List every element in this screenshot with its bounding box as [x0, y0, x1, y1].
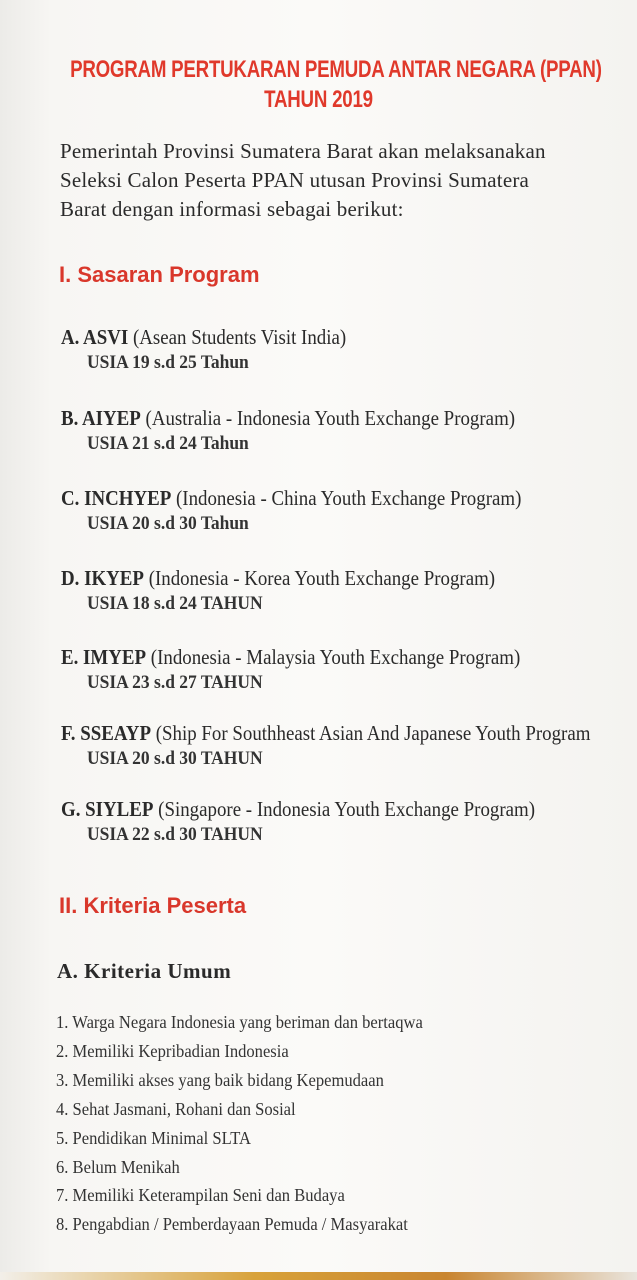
program-item [61, 406, 515, 431]
program-age: USIA 20 s.d 30 Tahun [87, 513, 249, 534]
program-description: (Australia - Indonesia Youth Exchange Program) [140, 406, 516, 430]
program-code: C. INCHYEP [61, 486, 172, 510]
intro-line: Seleksi Calon Peserta PPAN utusan Provinsi Sumatera [60, 168, 530, 192]
program-description: (Ship For Southheast Asian And Japanese Youth Program [151, 721, 591, 745]
program-description: (Indonesia - China Youth Exchange Program) [171, 486, 522, 510]
program-description: (Asean Students Visit India) [128, 325, 347, 349]
program-item [61, 486, 521, 511]
subsection-heading: A. Kriteria Umum [57, 959, 232, 983]
criteria-item: 6. Belum Menikah [56, 1156, 180, 1177]
document-title: PROGRAM PERTUKARAN PEMUDA ANTAR NEGARA (PPAN) [70, 56, 602, 83]
program-age: USIA 22 s.d 30 TAHUN [87, 824, 263, 845]
background-edge [0, 1272, 637, 1280]
program-code: D. IKYEP [61, 566, 144, 590]
program-age: USIA 20 s.d 30 TAHUN [87, 748, 263, 769]
program-item [61, 721, 590, 746]
criteria-item: 5. Pendidikan Minimal SLTA [56, 1127, 251, 1148]
program-code: A. ASVI [61, 325, 129, 349]
program-age: USIA 23 s.d 27 TAHUN [87, 672, 263, 693]
criteria-item: 4. Sehat Jasmani, Rohani dan Sosial [56, 1098, 296, 1119]
document-year: TAHUN 2019 [264, 86, 373, 113]
program-item [61, 797, 535, 822]
section-heading-sasaran: I. Sasaran Program [59, 262, 260, 287]
program-item [61, 645, 520, 670]
criteria-item: 2. Memiliki Kepribadian Indonesia [56, 1040, 289, 1061]
criteria-item: 3. Memiliki akses yang baik bidang Kepemudaan [56, 1069, 384, 1090]
program-age: USIA 21 s.d 24 Tahun [87, 433, 249, 454]
program-description: (Indonesia - Korea Youth Exchange Program) [143, 566, 496, 590]
intro-line: Barat dengan informasi sebagai berikut: [60, 197, 404, 221]
program-age: USIA 18 s.d 24 TAHUN [87, 593, 263, 614]
program-item [61, 325, 346, 350]
section-heading-kriteria: II. Kriteria Peserta [59, 893, 247, 918]
program-code: F. SSEAYP [61, 721, 151, 745]
program-description: (Indonesia - Malaysia Youth Exchange Program) [146, 645, 521, 669]
program-description: (Singapore - Indonesia Youth Exchange Program) [153, 797, 536, 821]
program-code: B. AIYEP [61, 406, 141, 430]
intro-line: Pemerintah Provinsi Sumatera Barat akan melaksanakan [60, 139, 546, 163]
program-code: G. SIYLEP [61, 797, 154, 821]
criteria-item: 1. Warga Negara Indonesia yang beriman dan bertaqwa [56, 1012, 423, 1032]
program-item [61, 566, 495, 591]
program-age: USIA 19 s.d 25 Tahun [87, 352, 249, 373]
criteria-item: 7. Memiliki Keterampilan Seni dan Budaya [56, 1185, 345, 1206]
criteria-item: 8. Pengabdian / Pemberdayaan Pemuda / Masyarakat [56, 1214, 408, 1235]
program-code: E. IMYEP [61, 645, 147, 669]
